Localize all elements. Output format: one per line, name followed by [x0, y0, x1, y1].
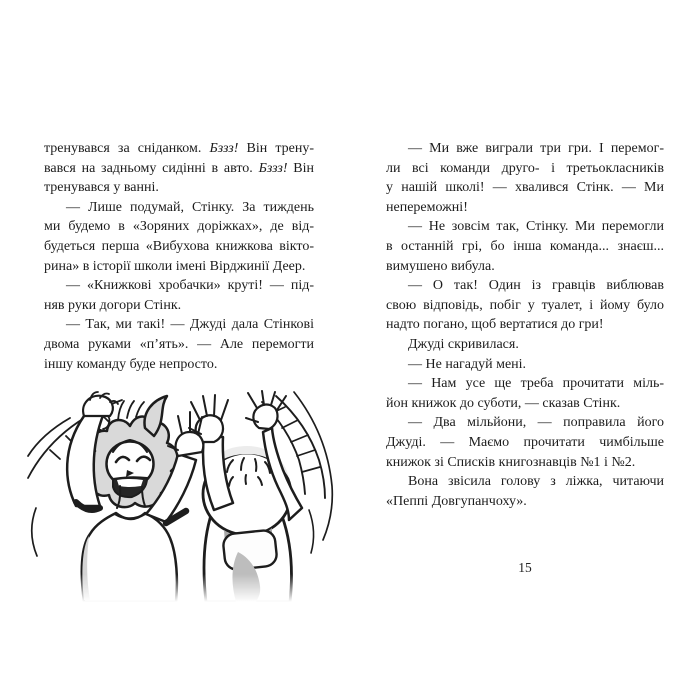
text-line [44, 217, 314, 237]
text-segment: Джуді. — Маємо прочитати чимбільше [386, 434, 664, 450]
text-line [44, 335, 314, 355]
text-segment: у нашій школі! — хвалився Стінк. — Ми [386, 180, 664, 196]
text-segment: — Два мільйони, — поправила його [408, 415, 664, 431]
text-line [386, 413, 664, 433]
text-line [386, 374, 664, 394]
text-segment: непереможні! [386, 199, 468, 215]
text-line [386, 394, 664, 414]
text-line [44, 296, 314, 316]
text-line [44, 257, 314, 277]
text-segment: няв руки догори Стінк. [44, 297, 182, 313]
text-segment: — «Книжкові хробачки» круті! — під- [66, 278, 314, 294]
text-segment: в останній грі, бо інша команда... знаєш... [386, 238, 664, 254]
text-segment: свою відповідь, побіг у туалет, і йому було [386, 297, 664, 313]
text-line [386, 335, 664, 355]
text-line [386, 217, 664, 237]
text-line [386, 198, 664, 218]
text-segment: надто погано, щоб вертатися до гри! [386, 317, 604, 333]
text-segment: — Лише подумай, Стінку. За тиждень [66, 199, 314, 215]
text-segment: тренувався за сніданком. [44, 141, 210, 156]
text-line [386, 296, 664, 316]
high-five-drawing [26, 390, 336, 602]
text-line [44, 315, 314, 335]
text-line [386, 237, 664, 257]
text-line [386, 139, 664, 159]
text-segment: Джуді скривилася. [408, 336, 519, 352]
text-line [386, 355, 664, 375]
italic-text-segment: Бззз! [209, 141, 239, 156]
text-line [44, 159, 314, 179]
text-segment: двома руками «п’ять». — Але перемогти [44, 336, 314, 352]
text-segment: книжок зі Списків книгознавців №1 і №2. [386, 454, 636, 470]
text-segment: тренувався у ванні. [44, 180, 159, 196]
text-line [386, 453, 664, 473]
text-segment: — Не нагадуй мені. [408, 356, 527, 372]
italic-text-segment: Бззз! [258, 160, 288, 176]
page-number: 15 [518, 560, 532, 575]
right-page-text [386, 139, 664, 511]
left-page-text [44, 139, 314, 374]
text-segment: — Ми вже виграли три гри. І перемог- [408, 141, 664, 156]
text-segment: вимушено вибула. [386, 258, 495, 274]
text-segment: ми будемо в «Зоряних доріжках», де від- [44, 219, 314, 235]
text-line [44, 178, 314, 198]
text-line [44, 355, 314, 375]
text-line [386, 276, 664, 296]
text-line [386, 178, 664, 198]
text-segment: Вона звісила голову з ліжка, читаючи [408, 474, 664, 490]
text-segment: будеться перша «Вибухова книжкова вікто- [44, 238, 314, 254]
text-segment: — Так, ми такі! — Джуді дала Стінкові [66, 317, 314, 333]
text-segment: Він [287, 160, 314, 176]
text-segment: рина» в історії школи імені Вірджинії Деер. [44, 258, 306, 274]
text-line [44, 198, 314, 218]
text-line [386, 492, 664, 512]
text-segment: ли всі команди друго- і третьокласників [386, 160, 664, 176]
text-segment: — Не зовсім так, Стінку. Ми перемогли [408, 219, 664, 235]
text-line [386, 472, 664, 492]
text-segment: йон книжок до суботи, — сказав Стінк. [386, 395, 621, 411]
text-segment: вався на задньому сидінні в авто. [44, 160, 259, 176]
text-segment: — О так! Один із гравців виблював [408, 278, 664, 294]
text-line [44, 237, 314, 257]
text-line [386, 315, 664, 335]
text-segment: «Пеппі Довгупанчоху». [386, 493, 527, 509]
illustration-high-five [26, 390, 336, 602]
text-line [386, 159, 664, 179]
text-line [44, 276, 314, 296]
text-segment: Він трену- [238, 141, 314, 156]
text-line [386, 257, 664, 277]
text-segment: — Нам усе ще треба прочитати міль- [408, 376, 664, 392]
text-line [44, 139, 314, 159]
text-segment: іншу команду буде непросто. [44, 356, 218, 372]
text-line [386, 433, 664, 453]
